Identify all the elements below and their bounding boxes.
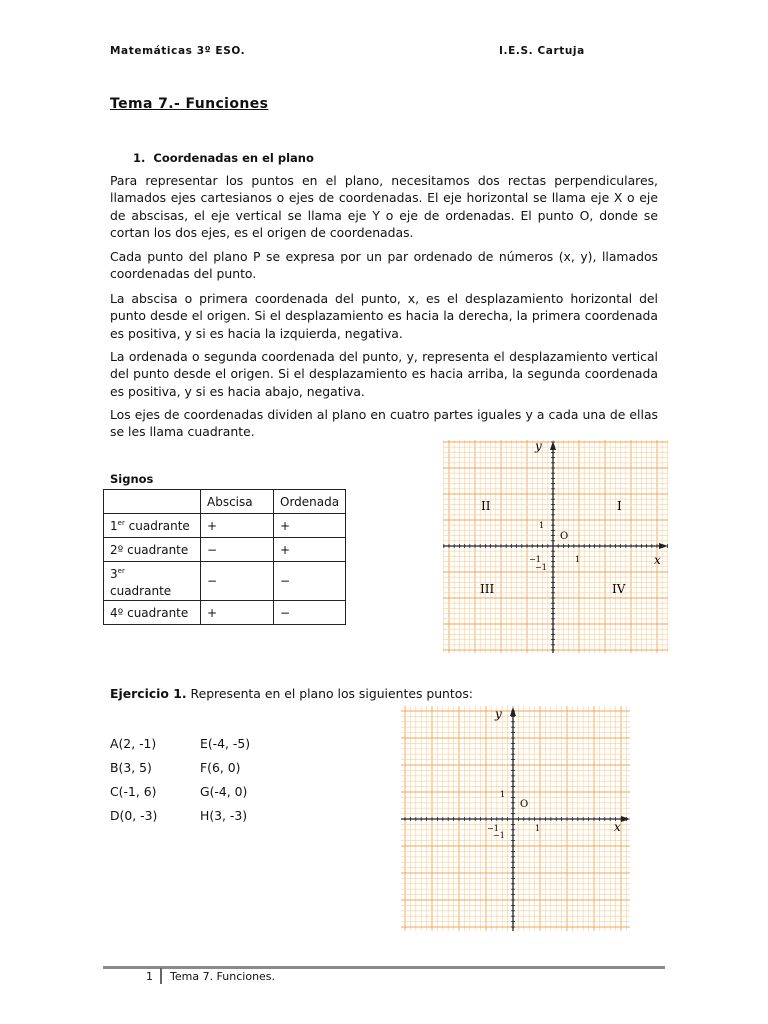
neg-one-y-label: −1 — [493, 831, 505, 840]
ordenada-cell: + — [274, 514, 346, 538]
one-y-label: 1 — [500, 790, 506, 799]
point-A: A(2, -1) — [110, 736, 157, 751]
quadrant-I-label: I — [617, 499, 622, 513]
table-row — [104, 601, 346, 625]
ordenada-cell: + — [274, 538, 346, 562]
table-header-empty — [104, 490, 201, 514]
neg-one-x-label: −1 — [487, 824, 499, 833]
paragraph-3: La abscisa o primera coordenada del punto, x, es el desplazamiento horizontal del punto desde el origen. Si el desplazamiento es hacia la derecha, la primera coordenada es positiva, y si es hacia la izquierda, negativa. — [110, 291, 658, 341]
x-axis-label: x — [654, 553, 661, 567]
table-row — [104, 538, 346, 562]
quadrant-IV-label: IV — [612, 582, 626, 596]
header-right: I.E.S. Cartuja — [499, 45, 585, 57]
origin-label: O — [560, 531, 569, 542]
y-axis-label: y — [535, 440, 542, 453]
ordenada-cell: − — [274, 562, 346, 601]
header-left: Matemáticas 3º ESO. — [110, 45, 246, 57]
paragraph-4: La ordenada o segunda coordenada del punto, y, representa el desplazamiento vertical del punto desde el origen. Si el desplazamiento es hacia arriba, la segunda coordenada es positiva, y si es hacia abajo, negativa. — [110, 349, 658, 399]
exercise-statement — [110, 686, 473, 701]
table-row — [104, 490, 346, 514]
abscisa-cell: − — [201, 538, 274, 562]
quadrant-cell: 4º cuadrante — [104, 601, 201, 625]
point-C: C(-1, 6) — [110, 784, 157, 799]
point-F: F(6, 0) — [200, 760, 241, 775]
origin-label: O — [520, 799, 529, 810]
neg-one-y-label: −1 — [535, 563, 547, 572]
section-number: 1. — [133, 151, 146, 165]
x-axis-arrow — [659, 543, 668, 549]
x-axis-arrow — [621, 816, 630, 822]
signs-label: Signos — [110, 472, 154, 486]
section-title: Coordenadas en el plano — [153, 151, 314, 165]
quadrant-cell: 2º cuadrante — [104, 538, 201, 562]
point-B: B(3, 5) — [110, 760, 152, 775]
x-axis-label: x — [614, 820, 621, 834]
footer-rule — [103, 966, 665, 969]
paragraph-1: Para representar los puntos en el plano, necesitamos dos rectas perpendiculares, llamados ejes cartesianos o ejes de coordenadas. El eje horizontal se llama eje X o eje de abscisas, el eje vertical se llama eje Y o eje de ordenadas. El punto O, donde se cortan los dos ejes, es el origen de coordenadas. — [110, 173, 658, 240]
one-x-label: 1 — [535, 824, 541, 833]
quadrant-cell: 1er cuadrante — [104, 514, 201, 538]
exercise-graph — [401, 706, 630, 931]
section-heading — [133, 151, 314, 165]
table-row — [104, 562, 346, 601]
neg-one-x-label: −1 — [529, 555, 541, 564]
point-G: G(-4, 0) — [200, 784, 248, 799]
y-axis-label: y — [495, 707, 502, 721]
quadrants-graph — [443, 440, 668, 653]
page-title: Tema 7.- Funciones — [110, 96, 269, 112]
one-y-label: 1 — [539, 521, 545, 530]
page-number: 1 — [146, 970, 153, 983]
abscisa-cell: + — [201, 514, 274, 538]
abscisa-cell: + — [201, 601, 274, 625]
footer-text: Tema 7. Funciones. — [170, 970, 276, 983]
quadrant-cell: 3er cuadrante — [104, 562, 201, 601]
exercise-label: Ejercicio 1. — [110, 686, 187, 701]
exercise-text: Representa en el plano los siguientes puntos: — [186, 686, 473, 701]
paragraph-5: Los ejes de coordenadas dividen al plano en cuatro partes iguales y a cada una de ellas se les llama cuadrante. — [110, 407, 658, 440]
table-row — [104, 514, 346, 538]
point-D: D(0, -3) — [110, 808, 158, 823]
ordenada-cell: − — [274, 601, 346, 625]
table-header-abscisa: Abscisa — [201, 490, 274, 514]
table-header-ordenada: Ordenada — [274, 490, 346, 514]
point-H: H(3, -3) — [200, 808, 248, 823]
abscisa-cell: − — [201, 562, 274, 601]
signs-table — [103, 489, 346, 625]
y-axis-arrow — [510, 707, 516, 716]
footer-separator — [160, 968, 162, 984]
quadrant-III-label: III — [480, 582, 495, 596]
quadrant-II-label: II — [481, 499, 491, 513]
paragraph-2: Cada punto del plano P se expresa por un par ordenado de números (x, y), llamados coordenadas del punto. — [110, 249, 658, 282]
one-x-label: 1 — [575, 555, 581, 564]
point-E: E(-4, -5) — [200, 736, 251, 751]
